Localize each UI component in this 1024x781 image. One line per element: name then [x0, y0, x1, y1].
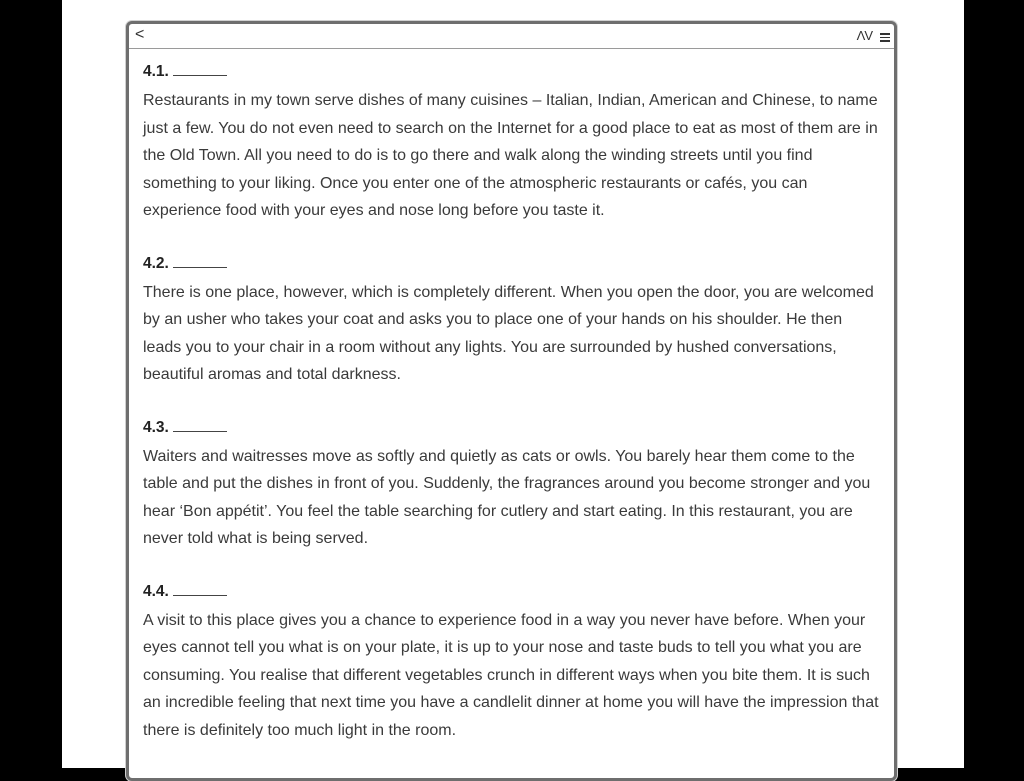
answer-blank	[173, 417, 227, 432]
menu-icon[interactable]	[880, 33, 890, 43]
section-number: 4.4.	[143, 582, 169, 600]
back-button[interactable]: <	[135, 26, 145, 43]
section-heading	[143, 57, 883, 87]
section-4-3	[143, 413, 883, 553]
page-background	[62, 0, 964, 768]
font-size-button[interactable]: ΛV	[856, 28, 872, 43]
section-paragraph: There is one place, however, which is completely different. When you open the door, you are welcomed by an usher who takes your coat and asks you to place one of your hands on his shoulder. He then leads you to your chair in a room without any lights. You are surrounded by hushed conversations, beautiful aromas and total darkness.	[143, 283, 874, 383]
section-4-2	[143, 249, 883, 389]
reader-toolbar	[129, 24, 894, 49]
section-paragraph: Waiters and waitresses move as softly and quietly as cats or owls. You barely hear them come to the table and put the dishes in front of you. Suddenly, the fragrances around you become stronger and you hear ‘Bon appétit’. You feel the table searching for cutlery and start eating. In this restaurant, you are never told what is being served.	[143, 447, 871, 547]
section-heading	[143, 413, 883, 443]
section-heading	[143, 249, 883, 279]
section-paragraph: A visit to this place gives you a chance to experience food in a way you never have before. When your eyes cannot tell you what is on your plate, it is up to your nose and taste buds to tell you what you are consuming. You realise that different vegetables crunch in different ways when you bite them. It is such an incredible feeling that next time you have a candlelit dinner at home you will have the impression that there is definitely too much light in the room.	[143, 611, 879, 739]
section-4-1	[143, 57, 883, 225]
reading-content	[143, 57, 883, 768]
section-number: 4.3.	[143, 418, 169, 436]
section-number: 4.2.	[143, 254, 169, 272]
section-4-4	[143, 577, 883, 745]
answer-blank	[173, 581, 227, 596]
reader-frame	[126, 21, 897, 781]
section-paragraph: Restaurants in my town serve dishes of many cuisines – Italian, Indian, American and Chinese, to name just a few. You do not even need to search on the Internet for a good place to eat as most of them are in the Old Town. All you need to do is to go there and walk along the winding streets until you find something to your liking. Once you enter one of the atmospheric restaurants or cafés, you can experience food with your eyes and nose long before you taste it.	[143, 92, 878, 219]
section-number: 4.1.	[143, 63, 169, 80]
section-heading	[143, 577, 883, 607]
answer-blank	[173, 253, 227, 268]
answer-blank	[173, 61, 227, 76]
